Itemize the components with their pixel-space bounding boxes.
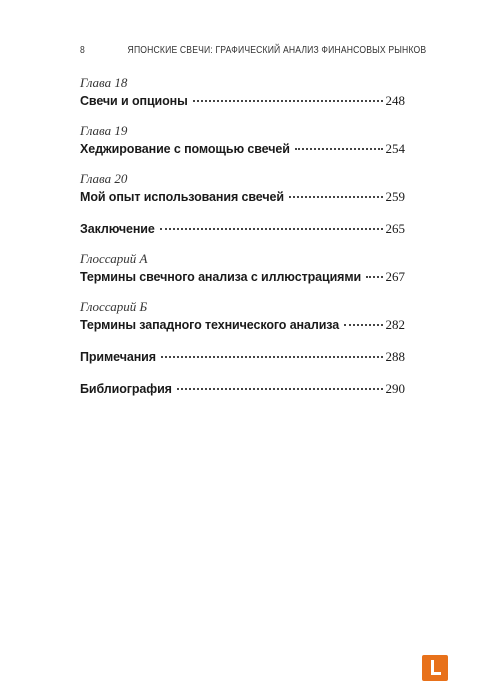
toc-line[interactable] [80, 219, 405, 238]
toc-page-number: 267 [385, 269, 405, 284]
chapter-label: Глоссарий Б [80, 299, 148, 314]
chapter-label: Глоссарий А [80, 251, 148, 266]
toc-page-number: 282 [385, 317, 405, 332]
chapter-label: Глава 18 [80, 75, 128, 90]
toc-page-number: 254 [385, 141, 405, 156]
toc-line[interactable] [80, 267, 405, 286]
toc-line[interactable] [80, 379, 405, 398]
toc-leader-dots [344, 324, 382, 326]
toc-page-number: 290 [385, 381, 405, 396]
toc-leader-dots [193, 100, 383, 102]
toc-entry-glossary-b [80, 299, 405, 334]
toc-line[interactable] [80, 91, 405, 110]
book-title: ЯПОНСКИЕ СВЕЧИ: ГРАФИЧЕСКИЙ АНАЛИЗ ФИНАНСОВЫХ РЫНКОВ [127, 44, 427, 56]
logo-glyph [427, 659, 443, 677]
toc-title: Заключение [80, 222, 155, 236]
toc-leader-dots [161, 356, 383, 358]
toc-line[interactable] [80, 315, 405, 334]
page-number: 8 [80, 44, 85, 56]
toc-title: Термины западного технического анализа [80, 318, 340, 332]
toc-entry-conclusion [80, 219, 405, 238]
toc-entry-glossary-a [80, 251, 405, 286]
chapter-label: Глава 20 [80, 171, 128, 186]
toc-line[interactable] [80, 139, 405, 158]
toc-entry-bibliography [80, 379, 405, 398]
toc-title: Хеджирование с помощью свечей [80, 142, 290, 156]
toc-title: Термины свечного анализа с иллюстрациями [80, 270, 362, 284]
toc-entry-chapter-20 [80, 171, 405, 206]
running-header [80, 44, 427, 58]
toc-leader-dots [177, 388, 383, 390]
toc-page-number: 288 [385, 349, 405, 364]
toc-title: Свечи и опционы [80, 94, 188, 108]
toc-leader-dots [160, 228, 383, 230]
toc-entry-chapter-19 [80, 123, 405, 158]
toc-line[interactable] [80, 187, 405, 206]
table-of-contents [80, 75, 405, 411]
toc-page-number: 259 [385, 189, 405, 204]
toc-leader-dots [289, 196, 383, 198]
chapter-label: Глава 19 [80, 123, 128, 138]
toc-line[interactable] [80, 347, 405, 366]
toc-page-number: 248 [385, 93, 405, 108]
toc-page-number: 265 [385, 221, 405, 236]
toc-title: Мой опыт использования свечей [80, 190, 284, 204]
toc-entry-chapter-18 [80, 75, 405, 110]
toc-leader-dots [295, 148, 383, 150]
toc-title: Примечания [80, 350, 156, 364]
toc-title: Библиография [80, 382, 172, 396]
toc-leader-dots [366, 276, 382, 278]
toc-entry-notes [80, 347, 405, 366]
litres-logo-icon [422, 655, 448, 681]
